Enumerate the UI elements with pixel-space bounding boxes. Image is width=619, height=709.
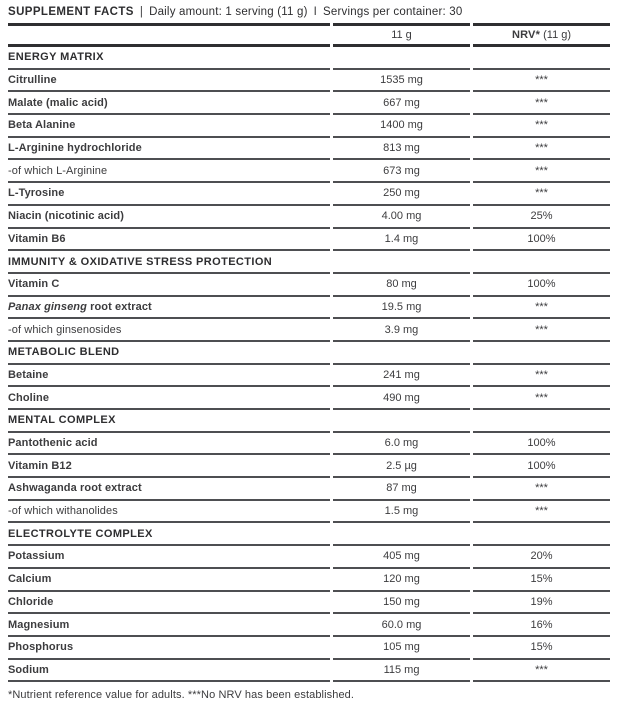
nutrient-amount-cell: 3.9 mg (333, 319, 470, 342)
nutrient-name: L-Tyrosine (8, 187, 65, 200)
header-separator: | (139, 6, 144, 18)
section-header-row (8, 410, 330, 433)
section-header-row (8, 523, 330, 546)
label-header (8, 6, 610, 23)
nutrient-nrv-cell: 100% (473, 433, 610, 456)
nutrient-amount-cell: 105 mg (333, 637, 470, 660)
nutrient-amount-cell: 60.0 mg (333, 614, 470, 637)
section-nrv-cell (473, 342, 610, 365)
nutrient-name-cell (8, 92, 330, 115)
nutrient-nrv-cell: *** (473, 138, 610, 161)
nutrient-nrv-cell: 20% (473, 546, 610, 569)
nutrient-name: -of which L-Arginine (8, 164, 108, 177)
nutrient-name: Phosphorus (8, 641, 74, 654)
section-title: ENERGY MATRIX (8, 51, 104, 64)
section-nrv-cell (473, 47, 610, 70)
nutrient-nrv-cell: *** (473, 319, 610, 342)
nutrient-nrv-cell: *** (473, 115, 610, 138)
nutrient-amount-cell: 150 mg (333, 592, 470, 615)
section-nrv-cell (473, 410, 610, 433)
nutrient-name-cell (8, 660, 330, 683)
nutrient-amount-cell: 19.5 mg (333, 297, 470, 320)
nutrient-amount-cell: 673 mg (333, 160, 470, 183)
nutrient-name: Pantothenic acid (8, 437, 98, 450)
section-nrv-cell (473, 523, 610, 546)
section-title: IMMUNITY & OXIDATIVE STRESS PROTECTION (8, 255, 273, 268)
nutrient-nrv-cell: *** (473, 501, 610, 524)
supplement-facts-label (8, 0, 610, 701)
column-header-nutrient-empty (8, 23, 330, 47)
nutrient-nrv-cell: 16% (473, 614, 610, 637)
nutrient-nrv-cell: *** (473, 160, 610, 183)
nutrient-name-cell (8, 433, 330, 456)
nutrient-amount-cell: 80 mg (333, 274, 470, 297)
nutrient-amount-cell: 6.0 mg (333, 433, 470, 456)
nutrient-nrv-cell: *** (473, 478, 610, 501)
nutrient-amount-cell: 405 mg (333, 546, 470, 569)
nutrient-nrv-cell: *** (473, 183, 610, 206)
nutrient-amount-cell: 813 mg (333, 138, 470, 161)
nrv-unit-label: (11 g) (540, 29, 572, 41)
nutrient-nrv-cell: 100% (473, 274, 610, 297)
nutrient-amount-cell: 120 mg (333, 569, 470, 592)
label-title: SUPPLEMENT FACTS (8, 6, 134, 18)
servings-per-container-text: Servings per container: 30 (323, 6, 463, 18)
nutrient-amount-cell: 250 mg (333, 183, 470, 206)
nrv-label: NRV* (511, 29, 541, 41)
nutrient-name: -of which withanolides (8, 505, 118, 518)
header-separator-2: I (313, 6, 318, 18)
nutrient-amount-cell: 87 mg (333, 478, 470, 501)
nutrient-name: Niacin (nicotinic acid) (8, 210, 124, 223)
nutrient-name: Magnesium (8, 618, 70, 631)
nutrient-name-cell (8, 229, 330, 252)
nutrient-nrv-cell: 15% (473, 637, 610, 660)
section-header-row (8, 47, 330, 70)
nutrient-name-cell (8, 274, 330, 297)
section-title: MENTAL COMPLEX (8, 414, 116, 427)
nutrient-name-cell (8, 297, 330, 320)
nutrient-name-cell (8, 115, 330, 138)
nutrient-name-cell (8, 592, 330, 615)
nutrient-nrv-cell: *** (473, 297, 610, 320)
section-header-row (8, 251, 330, 274)
nutrient-amount-cell: 490 mg (333, 387, 470, 410)
section-title: ELECTROLYTE COMPLEX (8, 527, 153, 540)
nutrient-name-cell (8, 569, 330, 592)
nutrient-nrv-cell: *** (473, 365, 610, 388)
nutrient-name: Vitamin B12 (8, 459, 72, 472)
column-header-amount: 11 g (333, 23, 470, 47)
column-header-nrv (473, 23, 610, 47)
nutrient-name: Choline (8, 391, 50, 404)
nutrient-nrv-cell: 25% (473, 206, 610, 229)
nutrient-name-italic: Panax ginseng (8, 300, 87, 313)
nutrient-name-cell (8, 183, 330, 206)
nutrient-nrv-cell: 15% (473, 569, 610, 592)
section-header-row (8, 342, 330, 365)
nutrient-name-cell (8, 365, 330, 388)
section-amount-cell (333, 523, 470, 546)
section-title: METABOLIC BLEND (8, 346, 120, 359)
nutrient-name: L-Arginine hydrochloride (8, 142, 142, 155)
nutrient-name-cell (8, 478, 330, 501)
nutrient-amount-cell: 241 mg (333, 365, 470, 388)
nutrient-name-cell (8, 138, 330, 161)
nutrient-name-cell (8, 455, 330, 478)
nutrient-name-cell (8, 70, 330, 93)
nutrient-amount-cell: 4.00 mg (333, 206, 470, 229)
nutrient-name-cell (8, 614, 330, 637)
nutrient-amount-cell: 667 mg (333, 92, 470, 115)
section-amount-cell (333, 251, 470, 274)
nutrient-amount-cell: 1.5 mg (333, 501, 470, 524)
nutrient-amount-cell: 1535 mg (333, 70, 470, 93)
nutrient-name: Beta Alanine (8, 119, 76, 132)
nutrient-amount-cell: 2.5 µg (333, 455, 470, 478)
nutrient-name: Potassium (8, 550, 65, 563)
section-nrv-cell (473, 251, 610, 274)
nutrient-name: Citrulline (8, 74, 57, 87)
section-amount-cell (333, 47, 470, 70)
facts-table (8, 23, 610, 682)
section-amount-cell (333, 410, 470, 433)
nutrient-name-cell (8, 637, 330, 660)
section-amount-cell (333, 342, 470, 365)
nutrient-name: Vitamin C (8, 278, 60, 291)
nutrient-nrv-cell: 19% (473, 592, 610, 615)
footnote: *Nutrient reference value for adults. ***No NRV has been established. (8, 689, 355, 702)
nutrient-name-cell (8, 501, 330, 524)
nutrient-name: Chloride (8, 595, 54, 608)
nutrient-amount-cell: 1400 mg (333, 115, 470, 138)
nutrient-nrv-cell: *** (473, 387, 610, 410)
nutrient-name-cell (8, 160, 330, 183)
nutrient-name: Sodium (8, 663, 49, 676)
daily-amount-text: Daily amount: 1 serving (11 g) (149, 6, 308, 18)
nutrient-amount-cell: 115 mg (333, 660, 470, 683)
nutrient-name: Vitamin B6 (8, 232, 66, 245)
nutrient-amount-cell: 1.4 mg (333, 229, 470, 252)
nutrient-nrv-cell: *** (473, 92, 610, 115)
nutrient-name-cell (8, 546, 330, 569)
nutrient-nrv-cell: *** (473, 660, 610, 683)
nutrient-nrv-cell: 100% (473, 229, 610, 252)
nutrient-name: Betaine (8, 368, 49, 381)
nutrient-name-cell (8, 206, 330, 229)
nutrient-nrv-cell: 100% (473, 455, 610, 478)
nutrient-name: Malate (malic acid) (8, 96, 108, 109)
nutrient-name-cell (8, 319, 330, 342)
nutrient-nrv-cell: *** (473, 70, 610, 93)
nutrient-name: -of which ginsenosides (8, 323, 122, 336)
nutrient-name-cell (8, 387, 330, 410)
nutrient-name: root extract (86, 300, 152, 313)
nutrient-name: Ashwaganda root extract (8, 482, 142, 495)
nutrient-name: Calcium (8, 573, 52, 586)
